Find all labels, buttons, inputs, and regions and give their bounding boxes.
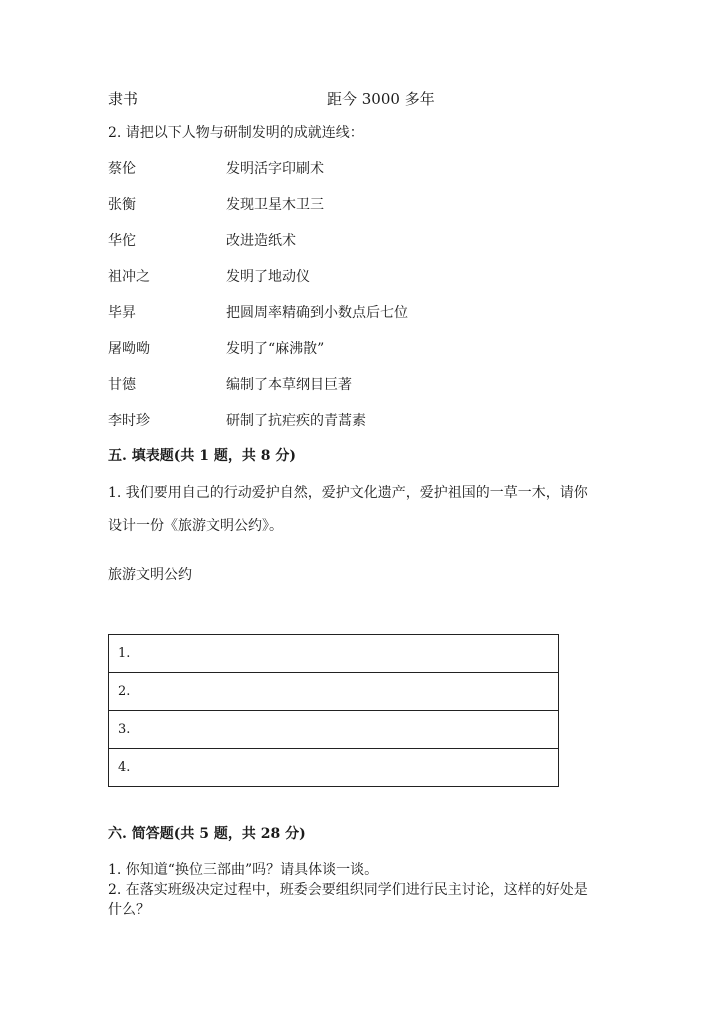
- match-person: 屠呦呦: [108, 341, 150, 357]
- section-6-question-2-line-2: 什么？: [108, 902, 150, 918]
- table-cell[interactable]: 3.: [109, 711, 559, 749]
- table-row: [109, 711, 559, 749]
- table-cell[interactable]: 2.: [109, 673, 559, 711]
- match-item: 编制了本草纲目巨著: [226, 377, 352, 393]
- match-person: 华佗: [108, 233, 136, 249]
- match-person: 祖冲之: [108, 269, 150, 285]
- convention-table: [108, 634, 559, 787]
- question-2-title: 2. 请把以下人物与研制发明的成就连线：: [108, 125, 364, 141]
- section-6-heading: 六. 简答题(共 5 题，共 28 分): [108, 826, 306, 842]
- match-item: 发明了“麻沸散”: [226, 341, 325, 357]
- top-row-left: 隶书: [108, 90, 139, 108]
- match-item: 把圆周率精确到小数点后七位: [226, 305, 408, 321]
- section-6-question-2-line-1: 2. 在落实班级决定过程中，班委会要组织同学们进行民主讨论，这样的好处是: [108, 882, 588, 898]
- top-row-right: 距今 3000 多年: [327, 90, 435, 108]
- match-person: 毕昇: [108, 305, 136, 321]
- table-cell[interactable]: 4.: [109, 749, 559, 787]
- match-person: 蔡伦: [108, 161, 136, 177]
- match-item: 发现卫星木卫三: [226, 197, 324, 213]
- section-6-question-1: 1. 你知道“换位三部曲”吗？请具体谈一谈。: [108, 862, 379, 878]
- match-item: 研制了抗疟疾的青蒿素: [226, 413, 366, 429]
- table-row: [109, 635, 559, 673]
- table-row: [109, 673, 559, 711]
- match-person: 李时珍: [108, 413, 150, 429]
- match-item: 发明活字印刷术: [226, 161, 324, 177]
- section-5-question-line-2: 设计一份《旅游文明公约》。: [108, 518, 283, 534]
- section-5-heading: 五. 填表题(共 1 题，共 8 分): [108, 448, 296, 464]
- table-row: [109, 749, 559, 787]
- convention-title: 旅游文明公约: [108, 567, 192, 583]
- match-item: 发明了地动仪: [226, 269, 310, 285]
- section-5-question-line-1: 1. 我们要用自己的行动爱护自然，爱护文化遗产，爱护祖国的一草一木，请你: [108, 485, 588, 501]
- match-person: 甘德: [108, 377, 136, 393]
- table-cell[interactable]: 1.: [109, 635, 559, 673]
- match-person: 张衡: [108, 197, 136, 213]
- match-item: 改进造纸术: [226, 233, 296, 249]
